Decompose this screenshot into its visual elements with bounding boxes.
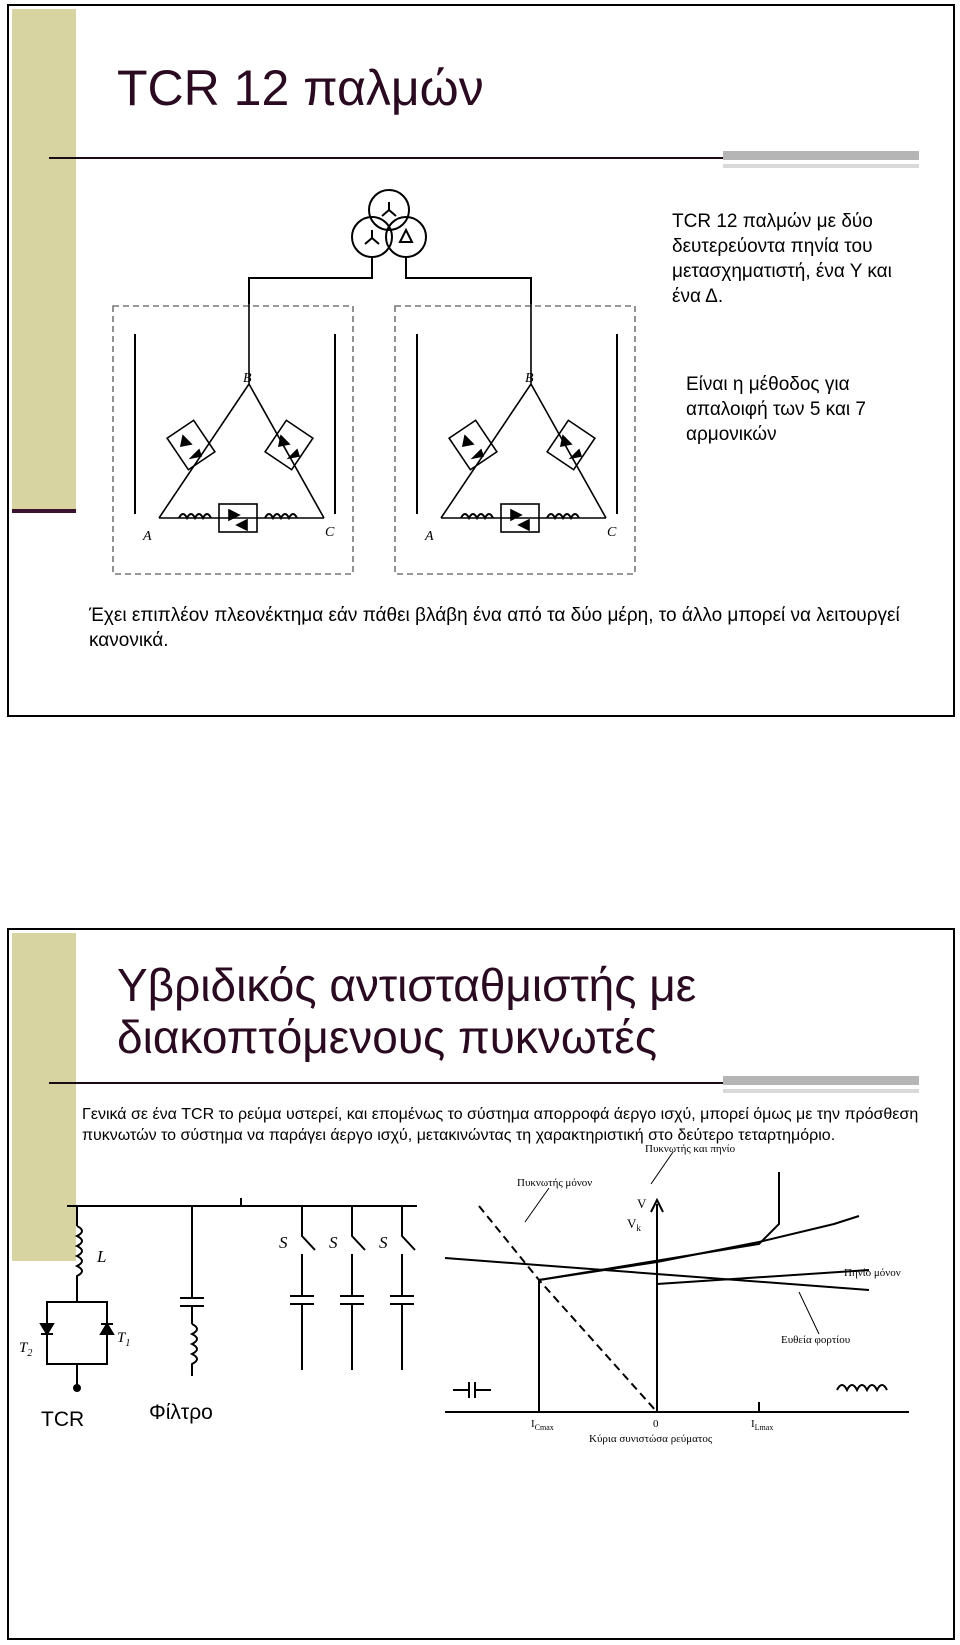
note-harmonics: Είναι η μέθοδος για απαλοιφή των 5 και 7 αρμονικών (686, 374, 866, 445)
filter-label: Φίλτρο (149, 1401, 213, 1424)
accent-stripe-cap (12, 509, 76, 513)
label-load-line: Ευθεία φορτίου (781, 1334, 851, 1346)
hybrid-compensator-circuit (17, 1192, 437, 1442)
label-cap-only: Πυκνωτής μόνον (517, 1177, 593, 1189)
title-rule (49, 157, 729, 159)
label-zero: 0 (653, 1418, 659, 1430)
node-b-label-right: B (525, 371, 534, 386)
switched-capacitor-1 (290, 1206, 315, 1370)
title-rule-bar (723, 1076, 919, 1085)
label-ind-only: Πηνίο μόνον (844, 1267, 901, 1279)
switched-capacitor-3 (390, 1206, 415, 1370)
node-b-label-left: B (243, 371, 252, 386)
switch-label-2: S (329, 1233, 338, 1252)
capacitor-only-line (479, 1206, 657, 1412)
label-ilmax: $I_{Lmax}$ (751, 1418, 774, 1432)
advantage-text: Έχει επιπλέον πλεονέκτημα εάν πάθει βλάβη ένα από τα δύο μέρη, το άλλο μπορεί να λειτουργεί κανονικά. (89, 605, 900, 651)
title-rule (49, 1082, 729, 1084)
thyristor-t2-label: $T_2$ (19, 1340, 33, 1359)
capacitor-symbol (453, 1382, 491, 1398)
thyristor-t1-label: $T_1$ (117, 1330, 131, 1349)
slide-title (117, 960, 696, 1063)
thyristor-t2 (41, 1324, 53, 1334)
tcr-inductor (77, 1226, 82, 1302)
switched-capacitor-2 (340, 1206, 365, 1370)
label-cap-and-ind: Πυκνωτής και πηνίο (645, 1144, 736, 1155)
inductor-symbol (837, 1385, 887, 1390)
tcr-label: TCR (41, 1408, 85, 1431)
title-line-2: διακοπτόμενους πυκνωτές (117, 1010, 657, 1063)
switch-label-3: S (379, 1233, 388, 1252)
title-line-1: Υβριδικός αντισταθμιστής με (117, 959, 697, 1011)
switch-label-1: S (279, 1233, 288, 1252)
node-a-label-right: A (425, 529, 434, 544)
filter-inductor (192, 1324, 197, 1376)
node-a-label-left: A (143, 529, 152, 544)
label-v: V (637, 1196, 647, 1211)
slide-tcr-12-pulse (7, 4, 955, 717)
body-text: Γενικά σε ένα TCR το ρεύμα υστερεί, και επομένως το σύστημα απορροφά άεργο ισχύ, μπορεί όμως με την πρόσθεση πυκνωτών το σύστημα να παράγει άεργο ισχύ, μετακινώντας τη χαρακτηριστική στο δεύτερο τεταρτημόριο. (82, 1106, 919, 1144)
note-12-pulse: TCR 12 παλμών με δύο δευτερεύοντα πηνία του μετασχηματιστή, ένα Υ και ένα Δ. (672, 211, 892, 307)
node-c-label-left: C (325, 525, 335, 540)
thyristor-t1 (101, 1324, 113, 1334)
label-xaxis: Κύρια συνιστώσα ρεύματος (589, 1433, 713, 1445)
inductor-label: L (97, 1247, 107, 1266)
label-vk: $V_k$ (627, 1216, 641, 1233)
node-c-label-right: C (607, 525, 617, 540)
title-rule-bar-light (723, 164, 919, 168)
tcr-12-pulse-diagram (99, 174, 679, 594)
accent-stripe (12, 9, 76, 510)
filter-capacitor (180, 1206, 204, 1324)
label-icmax: $I_{Cmax}$ (531, 1418, 554, 1432)
title-rule-bar-light (723, 1089, 919, 1093)
slide-title: TCR 12 παλμών (117, 60, 484, 116)
title-rule-bar (723, 151, 919, 160)
vi-characteristic-graph (439, 1144, 919, 1449)
slide-hybrid-compensator (7, 928, 955, 1640)
